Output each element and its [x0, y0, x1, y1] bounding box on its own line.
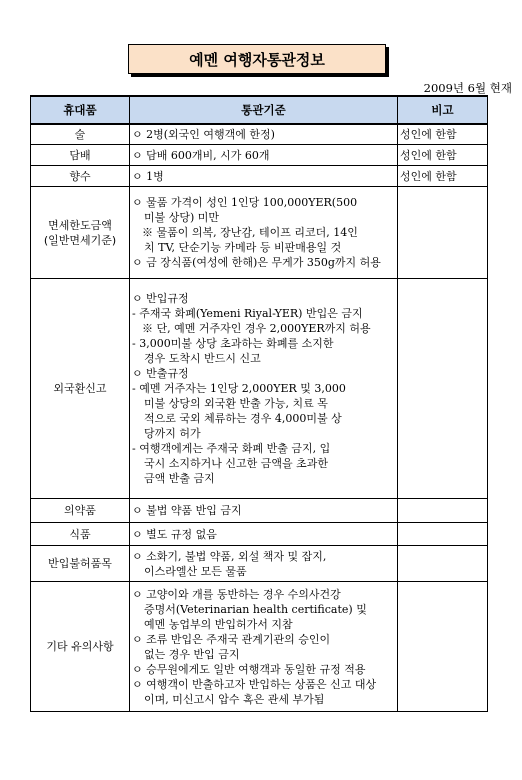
standard-line: 없는 경우 반입 금지 — [144, 647, 240, 661]
standard-line: ㅇ 반입규정 — [132, 292, 189, 305]
table-row — [31, 187, 488, 279]
row-item-text: 기타 유의사항 — [46, 640, 114, 653]
standard-line: - 예멘 거주자는 1인당 2,000YER 및 3,000 — [132, 382, 346, 395]
row-item-text: 담배 — [69, 148, 91, 162]
standard-line: - 주재국 화폐(Yemeni Riyal-YER) 반입은 금지 — [132, 307, 363, 320]
row-note — [398, 523, 488, 546]
standard-line: 금액 반출 금지 — [144, 472, 215, 485]
row-item — [31, 187, 130, 279]
standard-line: ㅇ 금 장식품(여성에 한해)은 무게가 350g까지 허용 — [132, 256, 381, 269]
row-standard — [130, 145, 398, 166]
standard-line: ※ 물품이 의복, 장난감, 테이프 리코더, 14인 — [142, 226, 358, 239]
row-item-text: 반입불허품목 — [48, 557, 112, 570]
standard-line: ㅇ 고양이와 개를 동반하는 경우 수의사건강 — [132, 587, 341, 601]
row-item — [31, 279, 130, 499]
row-item-text: 술 — [74, 128, 86, 141]
row-standard — [130, 523, 398, 546]
row-standard — [130, 546, 398, 582]
table-row — [31, 499, 488, 523]
row-standard — [130, 279, 398, 499]
standard-line: 경우 도착시 반드시 신고 — [144, 352, 261, 365]
header-standard: 통관기준 — [130, 96, 398, 124]
row-item — [31, 523, 130, 546]
row-note: 성인에 한함 — [398, 145, 488, 166]
standard-line: 치 TV, 단순기능 카메라 등 비판매용일 것 — [144, 241, 342, 254]
table-row — [31, 124, 488, 145]
row-item — [31, 145, 130, 166]
standard-line: - 3,000미불 상당 초과하는 화폐를 소지한 — [132, 337, 334, 350]
standard-line: 이스라엘산 모든 물품 — [144, 564, 247, 578]
row-item — [31, 546, 130, 582]
row-item — [31, 499, 130, 523]
row-item-text: 면세한도금액 — [48, 218, 112, 232]
standard-line: ㅇ 2병(외국인 여행객에 한정) — [132, 128, 275, 141]
row-note: 성인에 한함 — [398, 124, 488, 145]
row-standard — [130, 499, 398, 523]
standard-line: ㅇ 담배 600개비, 시가 60개 — [132, 148, 270, 162]
table-header-row — [31, 96, 488, 124]
row-item-text: 의약품 — [64, 504, 96, 517]
row-item-text: 향수 — [69, 169, 91, 183]
row-note — [398, 499, 488, 523]
table-row — [31, 546, 488, 582]
standard-line: ※ 단, 예멘 거주자인 경우 2,000YER까지 허용 — [142, 322, 371, 335]
row-standard — [130, 124, 398, 145]
table-row — [31, 145, 488, 166]
standard-line: - 여행객에게는 주재국 화폐 반출 금지, 입 — [132, 442, 331, 455]
row-standard — [130, 582, 398, 712]
row-note — [398, 582, 488, 712]
standard-line: 예멘 농업부의 반입허가서 지참 — [144, 617, 293, 631]
standard-line: 당까지 허가 — [144, 427, 201, 440]
row-item-text: 식품 — [69, 527, 91, 541]
standard-line: 이며, 미신고시 압수 혹은 관세 부가됨 — [144, 692, 325, 706]
standard-line: ㅇ 불법 약품 반입 금지 — [132, 504, 242, 517]
customs-table — [30, 95, 488, 712]
header-item: 휴대품 — [31, 96, 130, 124]
row-item-text: (일반면세기준) — [43, 233, 117, 247]
row-item — [31, 582, 130, 712]
standard-line: 적으로 국외 체류하는 경우 4,000미불 상 — [144, 412, 342, 425]
standard-line: ㅇ 승무원에게도 일반 여행객과 동일한 규정 적용 — [132, 662, 366, 676]
standard-line: ㅇ 여행객이 반출하고자 반입하는 상품은 신고 대상 — [132, 677, 377, 691]
row-item-text: 외국환신고 — [53, 382, 107, 395]
row-standard — [130, 166, 398, 187]
row-item — [31, 166, 130, 187]
row-standard — [130, 187, 398, 279]
standard-line: ㅇ 소화기, 불법 약품, 외설 책자 및 잡지, — [132, 549, 327, 563]
standard-line: ㅇ 반출규정 — [132, 367, 189, 380]
standard-line: 국시 소지하거나 신고한 금액을 초과한 — [144, 457, 329, 470]
table-row — [31, 166, 488, 187]
as-of-date: 2009년 6월 현재 — [423, 81, 512, 95]
row-note — [398, 546, 488, 582]
page-title: 예멘 여행자통관정보 — [128, 44, 386, 74]
standard-line: ㅇ 1병 — [132, 169, 164, 183]
standard-line: 증명서(Veterinarian health certificate) 및 — [144, 602, 367, 616]
row-item — [31, 124, 130, 145]
table-row — [31, 582, 488, 712]
header-note: 비고 — [398, 96, 488, 124]
table-row — [31, 523, 488, 546]
standard-line: ㅇ 별도 규정 없음 — [132, 527, 217, 541]
standard-line: 미불 상당의 외국환 반출 가능, 치료 목 — [144, 397, 328, 410]
row-note — [398, 187, 488, 279]
table-row — [31, 279, 488, 499]
row-note — [398, 279, 488, 499]
standard-line: ㅇ 물품 가격이 성인 1인당 100,000YER(500 — [132, 196, 358, 209]
standard-line: ㅇ 조류 반입은 주재국 관계기관의 승인이 — [132, 632, 331, 646]
row-note: 성인에 한함 — [398, 166, 488, 187]
standard-line: 미불 상당) 미만 — [144, 211, 220, 224]
